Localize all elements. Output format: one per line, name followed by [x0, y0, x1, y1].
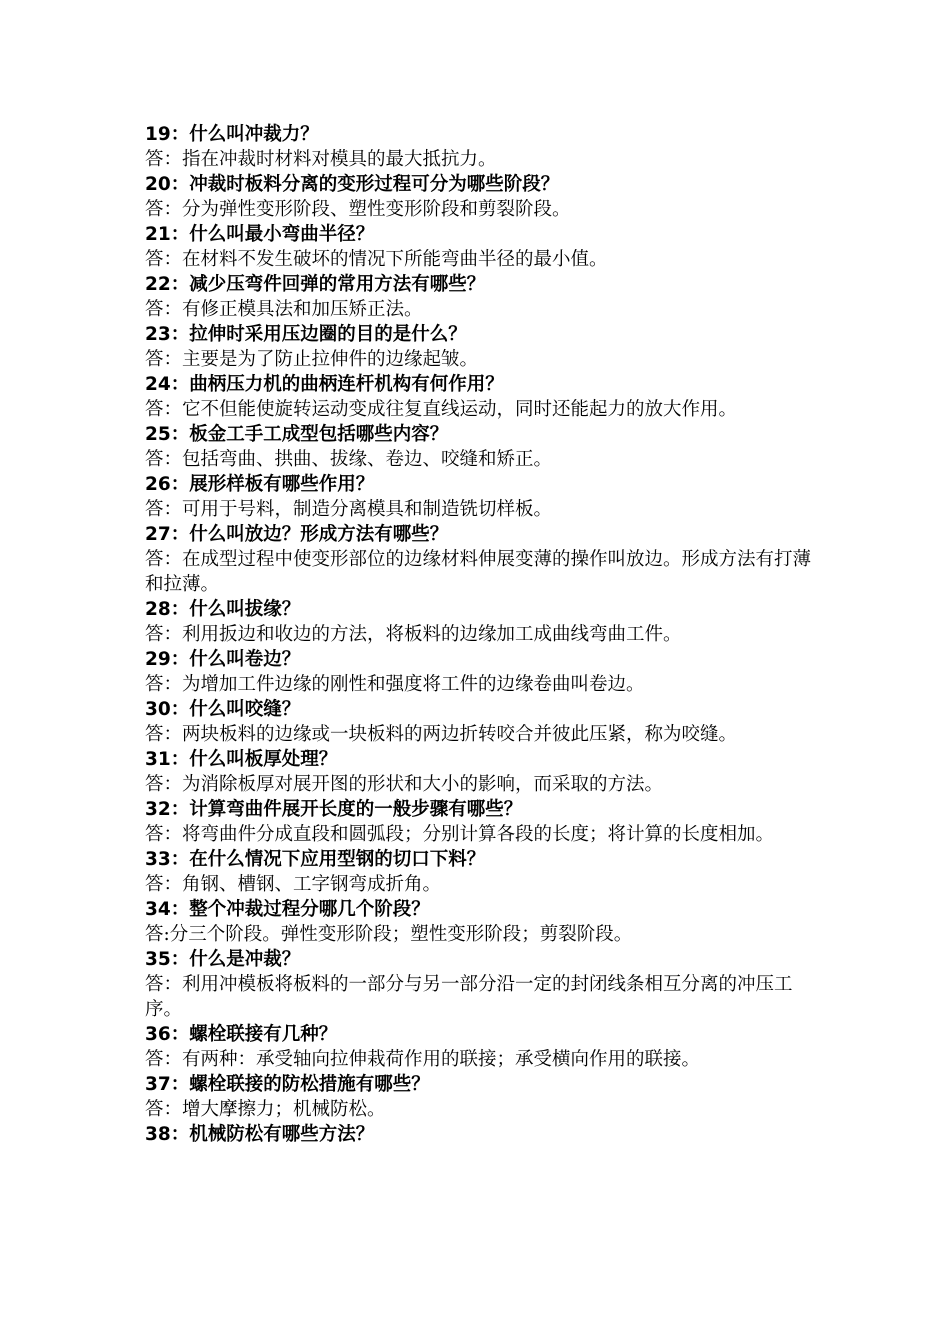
- answer-35: 答：利用冲模板将板料的一部分与另一部分沿一定的封闭线条相互分离的冲压工序。: [145, 974, 793, 1020]
- answer-24: 答：它不但能使旋转运动变成往复直线运动，同时还能起力的放大作用。: [145, 399, 738, 420]
- question-22: 22：减少压弯件回弹的常用方法有哪些？: [145, 274, 486, 295]
- question-30: 30：什么叫咬缝？: [145, 699, 301, 720]
- question-28: 28：什么叫拔缘？: [145, 599, 301, 620]
- question-34: 34：整个冲裁过程分哪几个阶段？: [145, 899, 430, 920]
- question-35: 35：什么是冲裁？: [145, 949, 301, 970]
- question-32: 32：计算弯曲件展开长度的一般步骤有哪些？: [145, 799, 523, 820]
- question-27: 27：什么叫放边？形成方法有哪些？: [145, 524, 449, 545]
- question-37: 37：螺栓联接的防松措施有哪些？: [145, 1074, 430, 1095]
- answer-25: 答：包括弯曲、拱曲、拔缘、卷边、咬缝和矫正。: [145, 449, 553, 470]
- answer-36: 答：有两种：承受轴向拉伸栽荷作用的联接；承受横向作用的联接。: [145, 1049, 701, 1070]
- answer-26: 答：可用于号料，制造分离模具和制造铣切样板。: [145, 499, 553, 520]
- question-33: 33：在什么情况下应用型钢的切口下料？: [145, 849, 486, 870]
- question-23: 23：拉伸时采用压边圈的目的是什么？: [145, 324, 467, 345]
- answer-28: 答：利用扳边和收边的方法，将板料的边缘加工成曲线弯曲工件。: [145, 624, 682, 645]
- question-20: 20：冲裁时板料分离的变形过程可分为哪些阶段？: [145, 174, 560, 195]
- question-21: 21：什么叫最小弯曲半径？: [145, 224, 375, 245]
- answer-27: 答：在成型过程中使变形部位的边缘材料伸展变薄的操作叫放边。形成方法有打薄和拉薄。: [145, 549, 812, 595]
- answer-34: 答:分三个阶段。弹性变形阶段；塑性变形阶段；剪裂阶段。: [145, 924, 633, 945]
- document-page: [145, 122, 813, 1147]
- answer-37: 答：增大摩擦力；机械防松。: [145, 1099, 386, 1120]
- answer-30: 答：两块板料的边缘或一块板料的两边折转咬合并彼此压紧，称为咬缝。: [145, 724, 738, 745]
- question-26: 26：展形样板有哪些作用？: [145, 474, 375, 495]
- answer-20: 答：分为弹性变形阶段、塑性变形阶段和剪裂阶段。: [145, 199, 571, 220]
- question-19: 19：什么叫冲裁力？: [145, 124, 319, 145]
- answer-19: 答：指在冲裁时材料对模具的最大抵抗力。: [145, 149, 497, 170]
- answer-22: 答：有修正模具法和加压矫正法。: [145, 299, 423, 320]
- answer-23: 答：主要是为了防止拉伸件的边缘起皱。: [145, 349, 479, 370]
- question-25: 25：板金工手工成型包括哪些内容？: [145, 424, 449, 445]
- answer-31: 答：为消除板厚对展开图的形状和大小的影响，而采取的方法。: [145, 774, 664, 795]
- question-36: 36：螺栓联接有几种？: [145, 1024, 338, 1045]
- question-29: 29：什么叫卷边？: [145, 649, 301, 670]
- question-38: 38：机械防松有哪些方法？: [145, 1124, 375, 1145]
- answer-33: 答：角钢、槽钢、工字钢弯成折角。: [145, 874, 442, 895]
- question-24: 24：曲柄压力机的曲柄连杆机构有何作用？: [145, 374, 504, 395]
- answer-32: 答：将弯曲件分成直段和圆弧段；分别计算各段的长度；将计算的长度相加。: [145, 824, 775, 845]
- answer-29: 答：为增加工件边缘的刚性和强度将工件的边缘卷曲叫卷边。: [145, 674, 645, 695]
- question-31: 31：什么叫板厚处理？: [145, 749, 338, 770]
- answer-21: 答：在材料不发生破坏的情况下所能弯曲半径的最小值。: [145, 249, 608, 270]
